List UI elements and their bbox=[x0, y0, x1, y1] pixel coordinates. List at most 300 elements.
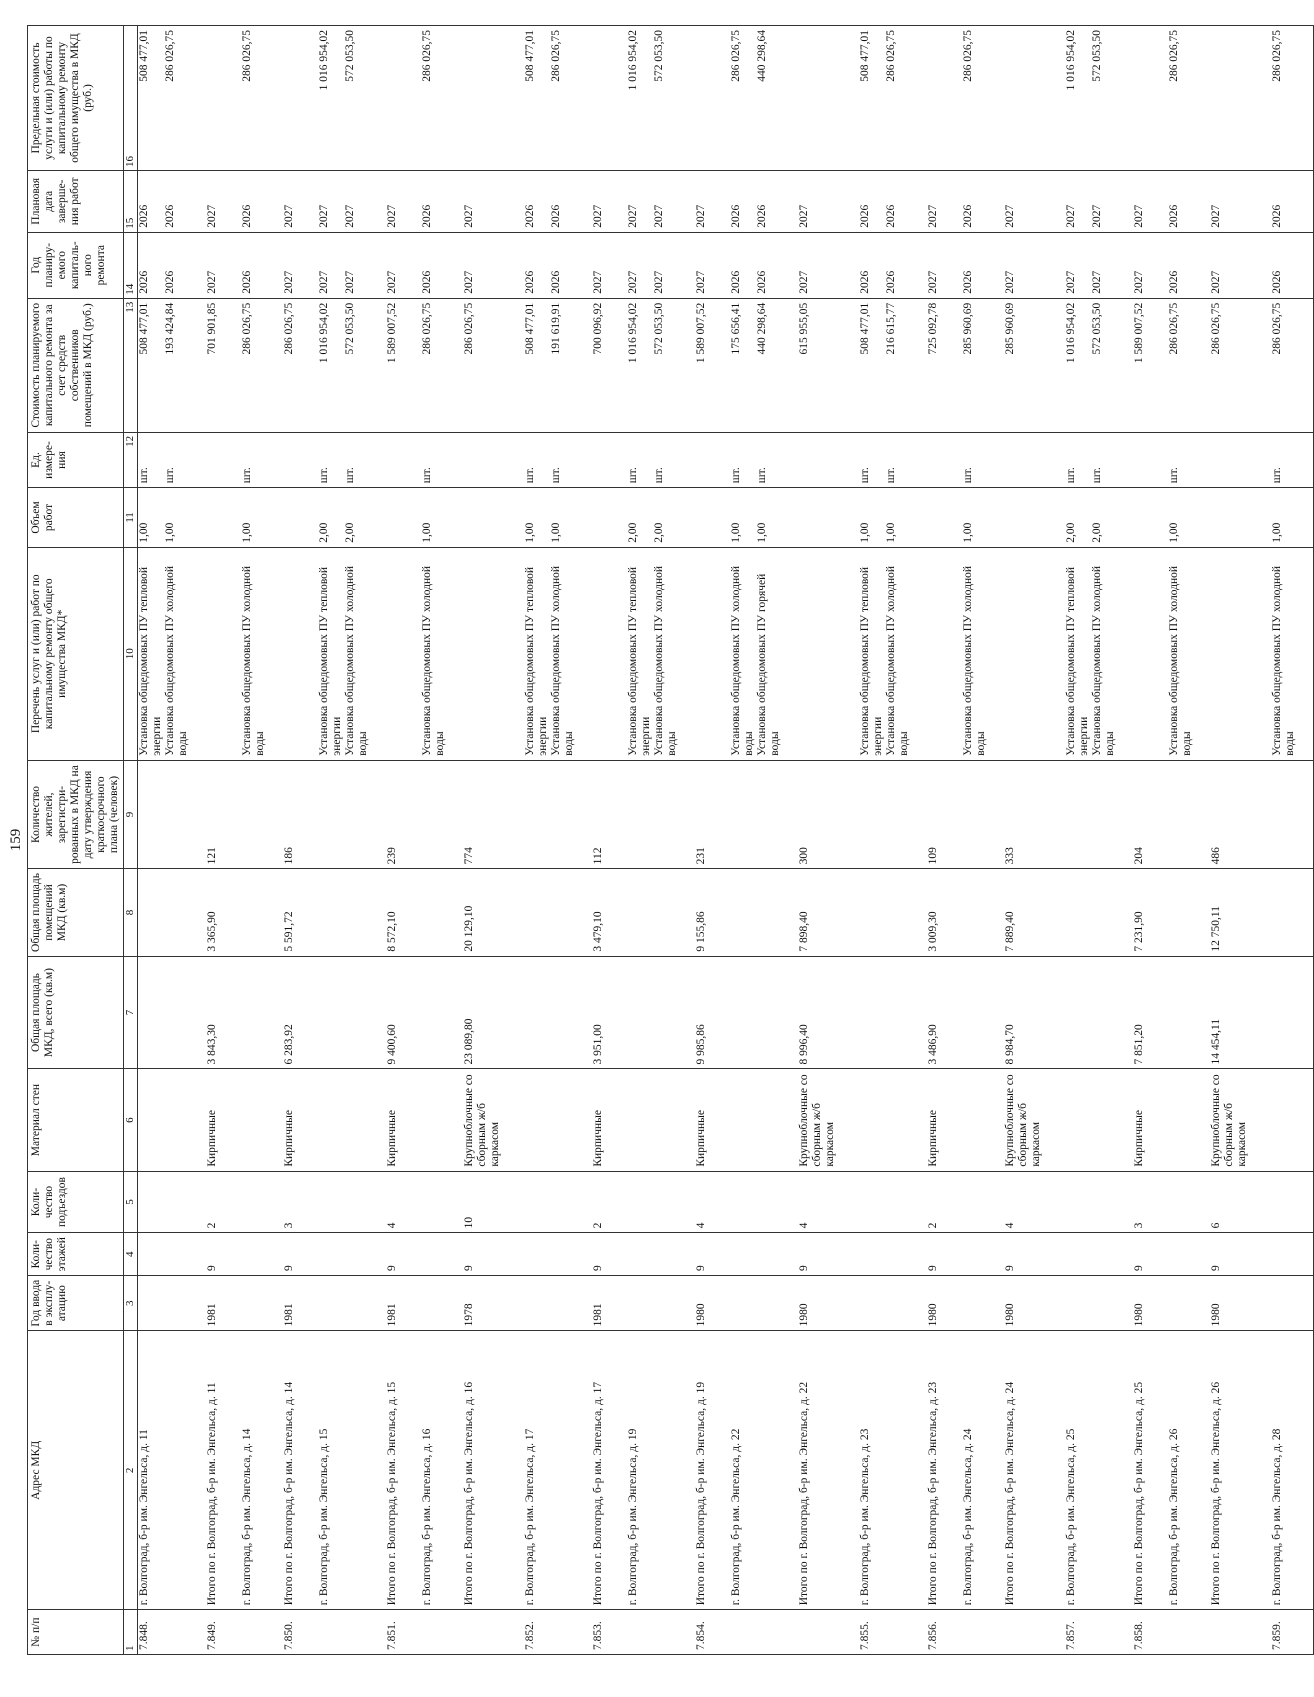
header-walls: Материал стен bbox=[28, 1069, 124, 1171]
spacer-cell bbox=[576, 956, 592, 1069]
work-volume bbox=[1004, 488, 1043, 548]
rooms-area bbox=[524, 869, 550, 956]
unit: шт. bbox=[550, 432, 576, 487]
row-number: 7.856. bbox=[927, 1610, 940, 1655]
spacer-cell bbox=[1117, 432, 1133, 487]
planned-cost: 286 026,75 bbox=[1271, 298, 1297, 432]
spacer-cell bbox=[1297, 432, 1314, 487]
table-row bbox=[550, 26, 576, 1655]
spacer-cell bbox=[940, 1610, 962, 1655]
spacer-cell bbox=[1297, 1331, 1314, 1610]
spacer-cell bbox=[502, 956, 524, 1069]
planned-cost: 286 026,75 bbox=[421, 298, 447, 432]
col-number: 11 bbox=[124, 488, 138, 548]
floor-count bbox=[885, 1233, 911, 1276]
max-cost bbox=[1004, 26, 1043, 171]
work-description: Установка общедомовых ПУ холодной воды bbox=[1168, 547, 1194, 760]
entrance-count bbox=[730, 1171, 756, 1233]
total-area bbox=[1091, 956, 1117, 1069]
rooms-area bbox=[653, 869, 679, 956]
col-number: 9 bbox=[124, 760, 138, 869]
total-area bbox=[1271, 956, 1297, 1069]
year-built bbox=[627, 1276, 653, 1331]
rooms-area bbox=[318, 869, 344, 956]
work-volume bbox=[592, 488, 605, 548]
spacer-cell bbox=[708, 432, 730, 487]
row-number: 7.859. bbox=[1271, 1610, 1297, 1655]
work-description bbox=[283, 547, 296, 760]
spacer-cell bbox=[911, 1331, 927, 1610]
spacer-cell bbox=[911, 170, 927, 232]
spacer-cell bbox=[605, 760, 627, 869]
spacer-cell bbox=[837, 1276, 859, 1331]
planned-cost: 1 589 007,52 bbox=[386, 298, 399, 432]
spacer-cell bbox=[190, 26, 206, 171]
work-description: Установка общедомовых ПУ тепловой энергии bbox=[138, 547, 165, 760]
spacer-cell bbox=[1297, 488, 1314, 548]
spacer-cell bbox=[1043, 547, 1065, 760]
total-area: 8 984,70 bbox=[1004, 956, 1043, 1069]
spacer-cell bbox=[267, 170, 283, 232]
spacer-cell bbox=[370, 1171, 386, 1233]
spacer-cell bbox=[296, 298, 318, 432]
spacer-cell bbox=[1194, 232, 1210, 298]
plan-year: 2027 bbox=[627, 232, 653, 298]
work-description: Установка общедомовых ПУ тепловой энергии bbox=[1065, 547, 1091, 760]
spacer-cell bbox=[1249, 760, 1271, 869]
planned-cost: 508 477,01 bbox=[859, 298, 885, 432]
total-area bbox=[653, 956, 679, 1069]
spacer-cell bbox=[447, 956, 463, 1069]
end-date: 2026 bbox=[730, 170, 756, 232]
spacer-cell bbox=[219, 1233, 241, 1276]
unit: шт. bbox=[859, 432, 885, 487]
year-built bbox=[1091, 1276, 1117, 1331]
work-description: Установка общедомовых ПУ холодной воды bbox=[164, 547, 190, 760]
spacer-cell bbox=[267, 1331, 283, 1610]
end-date: 2027 bbox=[927, 170, 940, 232]
spacer-cell bbox=[1043, 170, 1065, 232]
spacer-cell bbox=[267, 1069, 283, 1171]
residents-count: 486 bbox=[1210, 760, 1249, 869]
address bbox=[653, 1331, 679, 1610]
floor-count bbox=[756, 1233, 782, 1276]
spacer-cell bbox=[911, 956, 927, 1069]
spacer-cell bbox=[1117, 170, 1133, 232]
spacer-cell bbox=[267, 547, 283, 760]
row-number bbox=[550, 1610, 576, 1655]
spacer-cell bbox=[911, 298, 927, 432]
spacer-cell bbox=[1249, 488, 1271, 548]
planned-cost: 286 026,75 bbox=[463, 298, 502, 432]
col-number: 5 bbox=[124, 1171, 138, 1233]
address: г. Волгоград, б-р им. Энгельса, д. 23 bbox=[859, 1331, 885, 1610]
row-spacer bbox=[679, 26, 695, 1655]
floor-count: 9 bbox=[592, 1233, 605, 1276]
spacer-cell bbox=[911, 1276, 927, 1331]
wall-material bbox=[859, 1069, 885, 1171]
spacer-cell bbox=[267, 298, 283, 432]
row-number bbox=[1168, 1610, 1194, 1655]
max-cost bbox=[386, 26, 399, 171]
spacer-cell bbox=[399, 869, 421, 956]
table-row bbox=[344, 26, 370, 1655]
work-volume: 1,00 bbox=[164, 488, 190, 548]
spacer-cell bbox=[911, 869, 927, 956]
address: Итого по г. Волгоград, б-р им. Энгельса, д. 23 bbox=[927, 1331, 940, 1610]
row-spacer bbox=[267, 26, 283, 1655]
spacer-cell bbox=[1043, 1276, 1065, 1331]
spacer-cell bbox=[911, 1233, 927, 1276]
residents-count bbox=[164, 760, 190, 869]
spacer-cell bbox=[1117, 1610, 1133, 1655]
work-volume: 2,00 bbox=[627, 488, 653, 548]
plan-year: 2026 bbox=[1271, 232, 1297, 298]
spacer-cell bbox=[219, 488, 241, 548]
total-area bbox=[1168, 956, 1194, 1069]
floor-count bbox=[1065, 1233, 1091, 1276]
spacer-cell bbox=[940, 956, 962, 1069]
spacer-cell bbox=[1194, 26, 1210, 171]
spacer-cell bbox=[576, 760, 592, 869]
spacer-cell bbox=[447, 1171, 463, 1233]
address bbox=[164, 1331, 190, 1610]
header-unit: Ед. измере-ния bbox=[28, 432, 124, 487]
unit: шт. bbox=[1065, 432, 1091, 487]
row-spacer bbox=[1117, 26, 1133, 1655]
end-date: 2026 bbox=[885, 170, 911, 232]
total-area bbox=[962, 956, 988, 1069]
spacer-cell bbox=[837, 1610, 859, 1655]
end-date: 2026 bbox=[138, 170, 165, 232]
spacer-cell bbox=[708, 956, 730, 1069]
unit bbox=[1004, 432, 1043, 487]
spacer-cell bbox=[679, 1171, 695, 1233]
spacer-cell bbox=[219, 232, 241, 298]
rooms-area: 5 591,72 bbox=[283, 869, 296, 956]
plan-year: 2027 bbox=[1133, 232, 1146, 298]
spacer-cell bbox=[447, 760, 463, 869]
spacer-cell bbox=[940, 1069, 962, 1171]
plan-year: 2026 bbox=[756, 232, 782, 298]
spacer-cell bbox=[502, 232, 524, 298]
plan-year: 2027 bbox=[653, 232, 679, 298]
spacer-cell bbox=[1043, 869, 1065, 956]
spacer-cell bbox=[219, 432, 241, 487]
address: Итого по г. Волгоград, б-р им. Энгельса, д. 19 bbox=[695, 1331, 708, 1610]
rooms-area bbox=[962, 869, 988, 956]
row-number: 7.851. bbox=[386, 1610, 399, 1655]
plan-year: 2027 bbox=[927, 232, 940, 298]
wall-material bbox=[421, 1069, 447, 1171]
col-number: 4 bbox=[124, 1233, 138, 1276]
spacer-cell bbox=[708, 547, 730, 760]
spacer-cell bbox=[940, 298, 962, 432]
spacer-cell bbox=[988, 869, 1004, 956]
wall-material bbox=[1091, 1069, 1117, 1171]
spacer-cell bbox=[399, 26, 421, 171]
table-row bbox=[1271, 26, 1297, 1655]
spacer-cell bbox=[605, 298, 627, 432]
plan-year: 2026 bbox=[1168, 232, 1194, 298]
address: г. Волгоград, б-р им. Энгельса, д. 11 bbox=[138, 1331, 165, 1610]
spacer-cell bbox=[370, 1233, 386, 1276]
spacer-cell bbox=[679, 26, 695, 171]
spacer-cell bbox=[679, 432, 695, 487]
spacer-cell bbox=[988, 1610, 1004, 1655]
spacer-cell bbox=[940, 488, 962, 548]
work-description: Установка общедомовых ПУ холодной воды bbox=[885, 547, 911, 760]
spacer-cell bbox=[502, 1171, 524, 1233]
entrance-count bbox=[138, 1171, 165, 1233]
spacer-cell bbox=[190, 1331, 206, 1610]
floor-count bbox=[1271, 1233, 1297, 1276]
rooms-area bbox=[164, 869, 190, 956]
rooms-area bbox=[138, 869, 165, 956]
work-volume: 2,00 bbox=[318, 488, 344, 548]
planned-cost: 700 096,92 bbox=[592, 298, 605, 432]
spacer-cell bbox=[1194, 1171, 1210, 1233]
wall-material: Кирпичные bbox=[386, 1069, 399, 1171]
spacer-cell bbox=[1194, 1069, 1210, 1171]
floor-count bbox=[1168, 1233, 1194, 1276]
spacer-cell bbox=[988, 1233, 1004, 1276]
entrance-count bbox=[1168, 1171, 1194, 1233]
table-row bbox=[653, 26, 679, 1655]
row-number bbox=[730, 1610, 756, 1655]
spacer-cell bbox=[1297, 869, 1314, 956]
planned-cost: 191 619,91 bbox=[550, 298, 576, 432]
wall-material bbox=[730, 1069, 756, 1171]
rooms-area: 7 898,40 bbox=[798, 869, 837, 956]
work-description: Установка общедомовых ПУ холодной воды bbox=[421, 547, 447, 760]
col-number: 13 bbox=[124, 298, 138, 432]
planned-cost: 286 026,75 bbox=[283, 298, 296, 432]
residents-count bbox=[653, 760, 679, 869]
spacer-cell bbox=[447, 298, 463, 432]
floor-count: 9 bbox=[1004, 1233, 1043, 1276]
entrance-count: 10 bbox=[463, 1171, 502, 1233]
residents-count bbox=[1065, 760, 1091, 869]
spacer-cell bbox=[1249, 1233, 1271, 1276]
col-number: 8 bbox=[124, 869, 138, 956]
spacer-cell bbox=[1146, 232, 1168, 298]
rooms-area: 20 129,10 bbox=[463, 869, 502, 956]
end-date: 2026 bbox=[962, 170, 988, 232]
max-cost bbox=[283, 26, 296, 171]
planned-cost: 615 955,05 bbox=[798, 298, 837, 432]
end-date: 2026 bbox=[1271, 170, 1297, 232]
spacer-cell bbox=[837, 1331, 859, 1610]
floor-count bbox=[318, 1233, 344, 1276]
residents-count bbox=[1271, 760, 1297, 869]
spacer-cell bbox=[502, 1233, 524, 1276]
row-number bbox=[164, 1610, 190, 1655]
floor-count: 9 bbox=[798, 1233, 837, 1276]
work-description: Установка общедомовых ПУ холодной воды bbox=[344, 547, 370, 760]
entrance-count bbox=[241, 1171, 267, 1233]
rooms-area: 7 889,40 bbox=[1004, 869, 1043, 956]
spacer-cell bbox=[1146, 1171, 1168, 1233]
end-date: 2026 bbox=[756, 170, 782, 232]
plan-year: 2026 bbox=[241, 232, 267, 298]
year-built: 1981 bbox=[283, 1276, 296, 1331]
spacer-cell bbox=[1297, 1171, 1314, 1233]
spacer-cell bbox=[576, 26, 592, 171]
max-cost: 572 053,50 bbox=[653, 26, 679, 171]
spacer-cell bbox=[988, 1331, 1004, 1610]
work-volume bbox=[386, 488, 399, 548]
spacer-cell bbox=[399, 1069, 421, 1171]
total-area bbox=[318, 956, 344, 1069]
year-built bbox=[164, 1276, 190, 1331]
entrance-count: 2 bbox=[206, 1171, 219, 1233]
row-spacer bbox=[1043, 26, 1065, 1655]
floor-count: 9 bbox=[283, 1233, 296, 1276]
spacer-cell bbox=[1043, 1610, 1065, 1655]
residents-count: 121 bbox=[206, 760, 219, 869]
table-row bbox=[627, 26, 653, 1655]
spacer-cell bbox=[447, 1610, 463, 1655]
row-number bbox=[344, 1610, 370, 1655]
residents-count: 239 bbox=[386, 760, 399, 869]
spacer-cell bbox=[1297, 1610, 1314, 1655]
floor-count: 9 bbox=[1133, 1233, 1146, 1276]
spacer-cell bbox=[1249, 232, 1271, 298]
floor-count bbox=[550, 1233, 576, 1276]
spacer-cell bbox=[1043, 298, 1065, 432]
floor-count bbox=[138, 1233, 165, 1276]
wall-material: Кирпичные bbox=[592, 1069, 605, 1171]
total-area: 3 951,00 bbox=[592, 956, 605, 1069]
max-cost: 286 026,75 bbox=[241, 26, 267, 171]
spacer-cell bbox=[911, 1610, 927, 1655]
planned-cost: 572 053,50 bbox=[1091, 298, 1117, 432]
spacer-cell bbox=[1249, 547, 1271, 760]
work-volume: 1,00 bbox=[138, 488, 165, 548]
header-max-cost: Предельная стоимость услуги и (или) работы по капитальному ремонту общего имущества в МКД (руб.) bbox=[28, 26, 124, 171]
spacer-cell bbox=[219, 1331, 241, 1610]
spacer-cell bbox=[576, 488, 592, 548]
spacer-cell bbox=[1194, 1610, 1210, 1655]
spacer-cell bbox=[782, 298, 798, 432]
max-cost: 1 016 954,02 bbox=[1065, 26, 1091, 171]
spacer-cell bbox=[1146, 1331, 1168, 1610]
max-cost: 1 016 954,02 bbox=[318, 26, 344, 171]
entrance-count bbox=[962, 1171, 988, 1233]
total-area: 8 996,40 bbox=[798, 956, 837, 1069]
spacer-cell bbox=[267, 956, 283, 1069]
max-cost: 440 298,64 bbox=[756, 26, 782, 171]
spacer-cell bbox=[679, 869, 695, 956]
spacer-cell bbox=[605, 1069, 627, 1171]
planned-cost: 286 026,75 bbox=[241, 298, 267, 432]
unit: шт. bbox=[756, 432, 782, 487]
spacer-cell bbox=[782, 1233, 798, 1276]
spacer-cell bbox=[605, 170, 627, 232]
unit: шт. bbox=[421, 432, 447, 487]
wall-material bbox=[1065, 1069, 1091, 1171]
table-row bbox=[1168, 26, 1194, 1655]
row-number: 7.853. bbox=[592, 1610, 605, 1655]
year-built: 1980 bbox=[1004, 1276, 1043, 1331]
total-area bbox=[550, 956, 576, 1069]
spacer-cell bbox=[1043, 1069, 1065, 1171]
spacer-cell bbox=[911, 1171, 927, 1233]
end-date: 2026 bbox=[550, 170, 576, 232]
spacer-cell bbox=[576, 1610, 592, 1655]
spacer-cell bbox=[219, 26, 241, 171]
spacer-cell bbox=[1146, 1276, 1168, 1331]
plan-year: 2027 bbox=[592, 232, 605, 298]
floor-count bbox=[421, 1233, 447, 1276]
row-spacer bbox=[911, 26, 927, 1655]
row-number bbox=[241, 1610, 267, 1655]
spacer-cell bbox=[1146, 298, 1168, 432]
header-address: Адрес МКД bbox=[28, 1331, 124, 1610]
year-built: 1981 bbox=[206, 1276, 219, 1331]
table-row bbox=[592, 26, 605, 1655]
address: г. Волгоград, б-р им. Энгельса, д. 22 bbox=[730, 1331, 756, 1610]
spacer-cell bbox=[988, 760, 1004, 869]
spacer-cell bbox=[1043, 1331, 1065, 1610]
entrance-count: 3 bbox=[283, 1171, 296, 1233]
address: г. Волгоград, б-р им. Энгельса, д. 28 bbox=[1271, 1331, 1297, 1610]
spacer-cell bbox=[782, 432, 798, 487]
work-description: Установка общедомовых ПУ холодной воды bbox=[653, 547, 679, 760]
spacer-cell bbox=[679, 170, 695, 232]
spacer-cell bbox=[1117, 956, 1133, 1069]
table-row bbox=[695, 26, 708, 1655]
spacer-cell bbox=[296, 760, 318, 869]
spacer-cell bbox=[399, 956, 421, 1069]
spacer-cell bbox=[1043, 760, 1065, 869]
spacer-cell bbox=[988, 956, 1004, 1069]
spacer-cell bbox=[988, 232, 1004, 298]
total-area bbox=[756, 956, 782, 1069]
spacer-cell bbox=[296, 1171, 318, 1233]
spacer-cell bbox=[911, 1069, 927, 1171]
table-row bbox=[421, 26, 447, 1655]
row-number bbox=[1004, 1610, 1043, 1655]
work-description bbox=[463, 547, 502, 760]
max-cost bbox=[592, 26, 605, 171]
page-number: 159 bbox=[8, 828, 24, 852]
max-cost bbox=[206, 26, 219, 171]
row-number bbox=[798, 1610, 837, 1655]
work-description: Установка общедомовых ПУ холодной воды bbox=[241, 547, 267, 760]
spacer-cell bbox=[502, 488, 524, 548]
spacer-cell bbox=[940, 26, 962, 171]
plan-year: 2027 bbox=[463, 232, 502, 298]
work-description: Установка общедомовых ПУ холодной воды bbox=[1271, 547, 1297, 760]
entrance-count bbox=[627, 1171, 653, 1233]
spacer-cell bbox=[679, 760, 695, 869]
row-spacer bbox=[399, 26, 421, 1655]
year-built bbox=[1168, 1276, 1194, 1331]
work-volume bbox=[283, 488, 296, 548]
col-number: 12 bbox=[124, 432, 138, 487]
rooms-area bbox=[241, 869, 267, 956]
spacer-cell bbox=[708, 869, 730, 956]
spacer-cell bbox=[782, 1331, 798, 1610]
col-number: 16 bbox=[124, 26, 138, 171]
spacer-cell bbox=[447, 170, 463, 232]
row-spacer bbox=[502, 26, 524, 1655]
row-number bbox=[1091, 1610, 1117, 1655]
spacer-cell bbox=[576, 869, 592, 956]
table-row bbox=[798, 26, 837, 1655]
